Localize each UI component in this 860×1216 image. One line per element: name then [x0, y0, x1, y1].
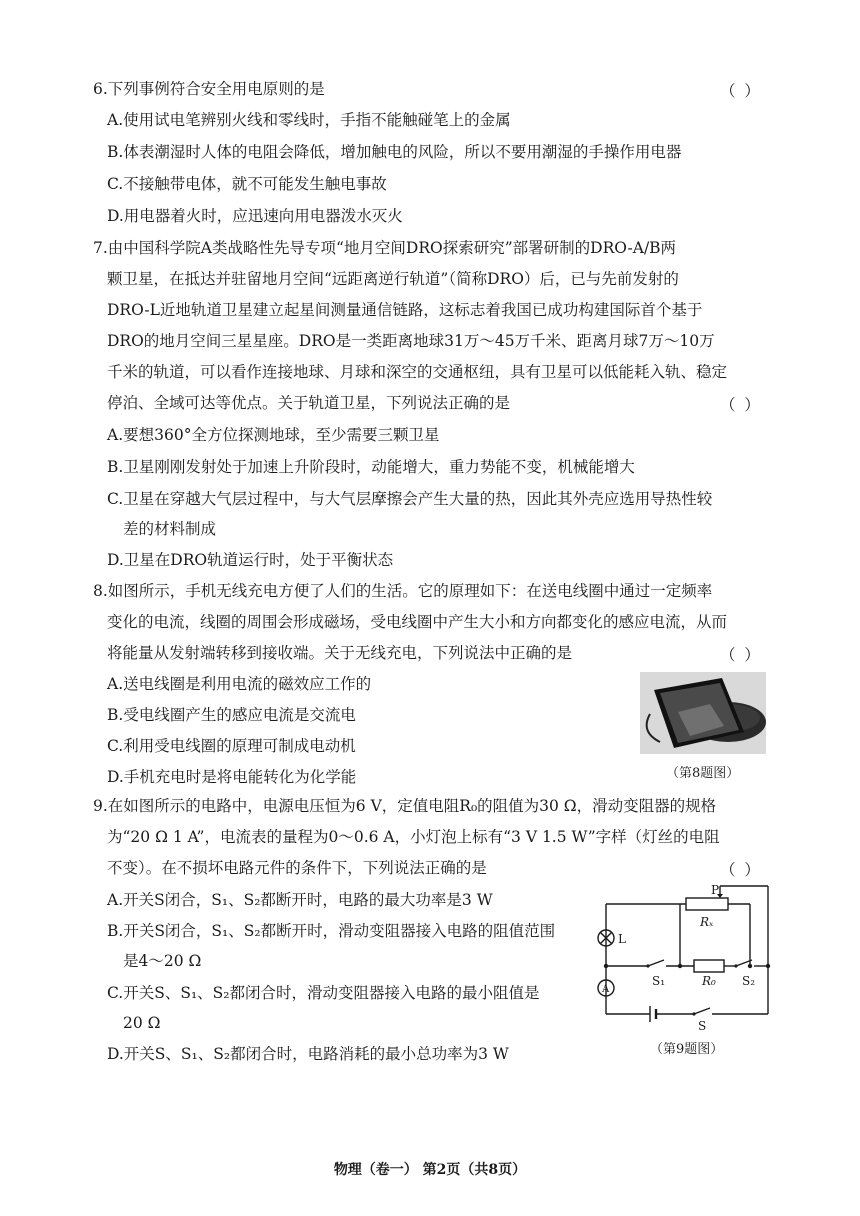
q8-stem-line: 变化的电流，线圈的周围会形成磁场，受电线圈中产生大小和方向都变化的感应电流，从而 — [107, 613, 728, 631]
q8-option-c: C.利用受电线圈的原理可制成电动机 — [107, 737, 356, 755]
label-s: S — [698, 1019, 707, 1032]
q7-stem-line: 停泊、全域可达等优点。关于轨道卫星，下列说法正确的是 — [107, 394, 511, 412]
q9-option-d: D.开关S、S₁、S₂都闭合时，电路消耗的最小总功率为3 W — [107, 1045, 509, 1063]
q8-figure-caption: （第8题图） — [666, 766, 740, 781]
q6-option-d: D.用电器着火时，应迅速向用电器泼水灭火 — [107, 207, 403, 225]
page-footer: 物理（卷一） 第2页（共8页） — [333, 1162, 527, 1178]
q6-answer-bracket: （ ） — [720, 82, 762, 100]
q7-option-c-cont: 差的材料制成 — [123, 520, 217, 538]
q8-answer-bracket: （ ） — [720, 646, 762, 664]
r0-resistor — [694, 960, 724, 972]
q9-answer-bracket: （ ） — [720, 861, 762, 879]
q9-option-b: B.开关S闭合，S₁、S₂都断开时，滑动变阻器接入电路的阻值范围 — [107, 922, 556, 940]
s1-switch — [648, 960, 664, 966]
q9-option-b-cont: 是4～20 Ω — [123, 952, 202, 970]
q9-stem-line: 不变）。在不损坏电路元件的条件下，下列说法正确的是 — [107, 859, 487, 877]
q7-option-b: B.卫星刚刚发射处于加速上升阶段时，动能增大，重力势能不变，机械能增大 — [107, 458, 635, 476]
label-a: A — [602, 984, 610, 995]
q6-option-c: C.不接触带电体，就不可能发生触电事故 — [107, 175, 387, 193]
q8-option-b: B.受电线圈产生的感应电流是交流电 — [107, 706, 356, 724]
label-s1: S₁ — [652, 974, 666, 988]
q8-option-a: A.送电线圈是利用电流的磁效应工作的 — [107, 675, 372, 693]
q9-option-a: A.开关S闭合，S₁、S₂都断开时，电路的最大功率是3 W — [107, 891, 493, 909]
q7-stem-line: 7.由中国科学院A类战略性先导专项“地月空间DRO探索研究”部署研制的DRO-A/B两 — [93, 239, 677, 257]
q8-option-d: D.手机充电时是将电能转化为化学能 — [107, 768, 357, 786]
wireless-charging-photo — [640, 672, 766, 754]
q9-stem-line: 为“20 Ω 1 A”，电流表的量程为0～0.6 A，小灯泡上标有“3 V 1.5 W”字样（灯丝的电阻 — [107, 828, 720, 846]
label-s2: S₂ — [742, 974, 756, 988]
q7-stem-line: 千米的轨道，可以看作连接地球、月球和深空的交通枢纽，具有卫星可以低能耗入轨、稳定 — [107, 363, 728, 381]
q7-option-d: D.卫星在DRO轨道运行时，处于平衡状态 — [107, 551, 394, 569]
q7-option-a: A.要想360°全方位探测地球，至少需要三颗卫星 — [107, 426, 440, 444]
q9-figure-caption: （第9题图） — [650, 1042, 724, 1057]
q9-circuit-diagram — [590, 882, 786, 1032]
q7-stem-line: DRO-L近地轨道卫星建立起星间测量通信链路，这标志着我国已成功构建国际首个基于 — [107, 301, 703, 319]
label-l: L — [618, 932, 626, 946]
q6-stem: 6.下列事例符合安全用电原则的是 — [93, 80, 325, 98]
q7-option-c: C.卫星在穿越大气层过程中，与大气层摩擦会产生大量的热，因此其外壳应选用导热性较 — [107, 490, 713, 508]
q8-stem-line: 8.如图所示，手机无线充电方便了人们的生活。它的原理如下：在送电线圈中通过一定频率 — [93, 582, 713, 600]
q8-stem-line: 将能量从发射端转移到接收端。关于无线充电，下列说法中正确的是 — [107, 644, 573, 662]
q6-option-a: A.使用试电笔辨别火线和零线时，手指不能触碰笔上的金属 — [107, 111, 511, 129]
q7-answer-bracket: （ ） — [720, 396, 762, 414]
label-rx: Rₓ — [700, 915, 714, 929]
q7-stem-line: 颗卫星，在抵达并驻留地月空间“远距离逆行轨道”（简称DRO）后，已与先前发射的 — [107, 270, 679, 288]
rx-resistor — [686, 898, 728, 910]
label-r0: R₀ — [702, 974, 716, 988]
label-p: P — [711, 883, 720, 897]
q9-option-c-cont: 20 Ω — [123, 1014, 161, 1032]
q6-option-b: B.体表潮湿时人体的电阻会降低，增加触电的风险，所以不要用潮湿的手操作用电器 — [107, 143, 682, 161]
q7-stem-line: DRO的地月空间三星星座。DRO是一类距离地球31万～45万千米、距离月球7万～10万 — [107, 332, 715, 350]
s-switch — [694, 1008, 710, 1014]
q9-stem-line: 9.在如图所示的电路中，电源电压恒为6 V，定值电阻R₀的阻值为30 Ω，滑动变阻器的规格 — [93, 797, 717, 815]
q9-option-c: C.开关S、S₁、S₂都闭合时，滑动变阻器接入电路的最小阻值是 — [107, 984, 540, 1002]
